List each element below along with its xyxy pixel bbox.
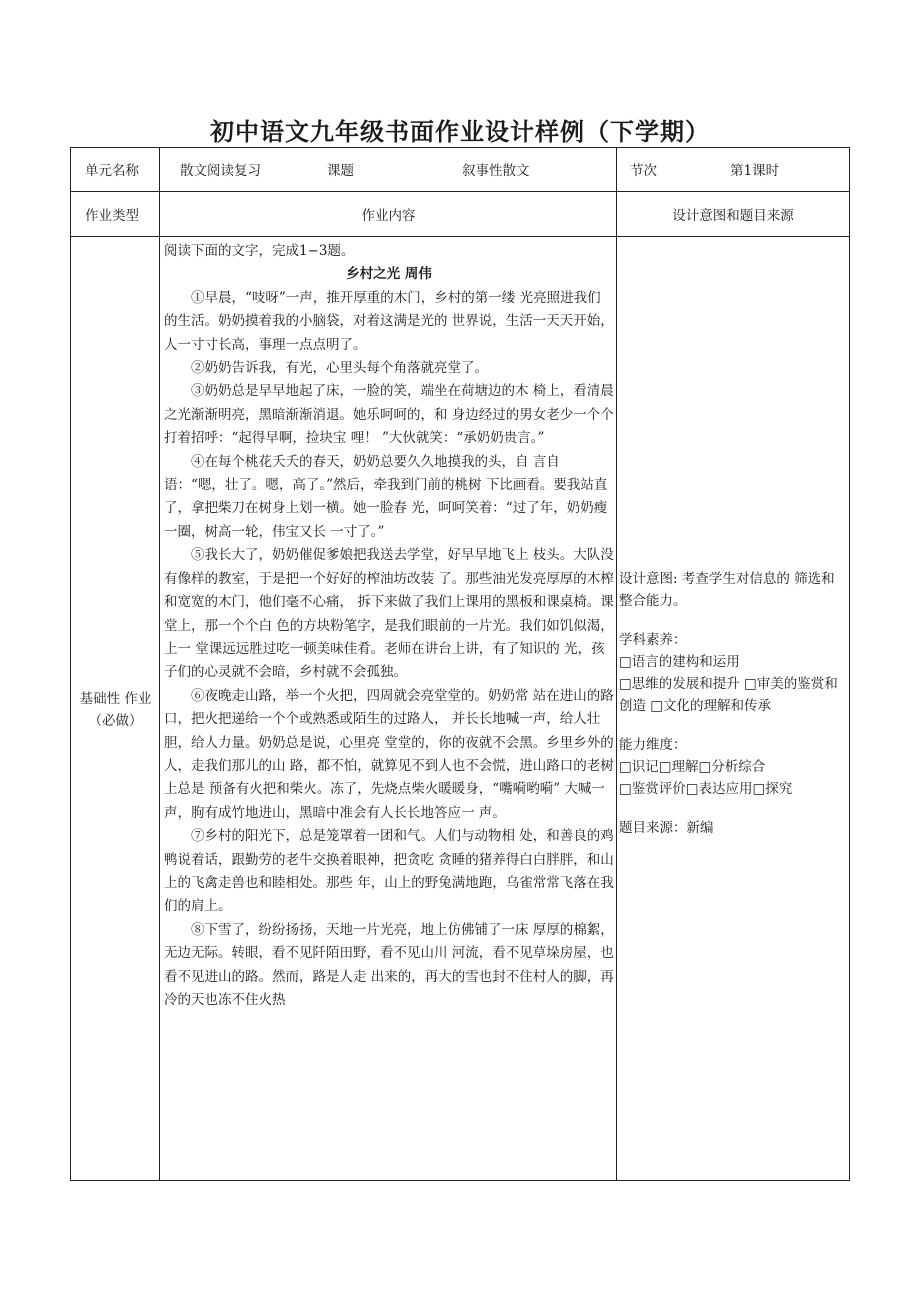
section-value: 第1课时: [730, 163, 780, 179]
page-title: 初中语文九年级书面作业设计样例（下学期）: [210, 118, 710, 146]
ability-item: □识记□理解□分析综合: [619, 759, 766, 775]
article-title: 乡村之光 周伟: [346, 266, 432, 283]
column-header-intent: 设计意图和题目来源: [672, 208, 794, 224]
spacer: [619, 717, 847, 734]
intent-purpose: 设计意图: 考查学生对信息的 筛选和整合能力。: [619, 571, 835, 609]
paragraph: ②奶奶告诉我，有光，心里头每个角落就亮堂了。: [191, 360, 488, 377]
section-label: 节次: [630, 163, 657, 179]
question-source: 题目来源：新编: [619, 820, 714, 836]
paragraph: ⑦乡村的阳光下，总是笼罩着一团和气。人们与动物相 处，和善良的鸡鸭说着话，跟勤劳的老牛交换着眼神，把贪吃 贪睡的猪养得白白胖胖，和山上的飞禽走兽也和睦相处。那些 年，山上的野兔满地跑，乌雀常常飞落在我们的肩上。: [164, 828, 614, 915]
ability-item: □鉴赏评价□表达应用□探究: [619, 781, 793, 797]
lesson-value: 叙事性散文: [462, 163, 530, 179]
table-border-top: [70, 147, 850, 148]
lesson-label: 课题: [327, 163, 354, 179]
spacer: [619, 800, 847, 817]
paragraph: ⑥夜晚走山路，举一个火把，四周就会亮堂堂的。奶奶常 站在进山的路口，把火把递给一个个或熟悉或陌生的过路人， 并长长地喊一声，给人壮胆，给人力量。奶奶总是说，心里亮 堂堂的，你的夜就不会黑。乡里乡外的人，走我们那儿的山 路，都不怕，就算见不到人也不会慌，进山路口的老树上总是 预备有火把和柴火。冻了，先烧点柴火暖暖身，“嘴嗬哟嗬” 大喊一声，朐有成竹地进山，黑暗中准会有人长长地答应一 声。: [164, 687, 614, 821]
paragraph: ④在每个桃花夭夭的春天，奶奶总要久久地摸我的头，自 言自语：“嗯，壮了。嗯，高了。”然后，牵我到门前的桃树 下比画看。要我站直了，拿把柴刀在树身上划一横。她一脸春 光，呵呵笑着：“过了年，奶奶瘦一圈，树高一轮，伟宝又长 一寸了。”: [164, 453, 608, 540]
homework-type-cell: [71, 688, 160, 732]
column-header-content: 作业内容: [361, 208, 416, 224]
column-divider: [159, 147, 160, 1181]
reading-passage: [164, 240, 614, 1012]
paragraph: ⑧下雪了，纷纷扬扬，天地一片光亮，地上仿佛铺了一床 厚厚的棉絮，无边无际。转眼，看不见阡陌田野，看不见山川 河流，看不见草垛房屋，也看不见进山的路。然而，路是人走 出来的，再大的雪也封不住村人的脚，再冷的天也冻不住火热: [164, 921, 614, 1008]
design-intent: [619, 568, 847, 839]
row-divider: [70, 191, 850, 192]
literacy-label: 学科素养：: [619, 632, 687, 648]
unit-label: 单元名称: [85, 163, 139, 179]
ability-label: 能力维度：: [619, 737, 687, 753]
literacy-item: □思维的发展和提升 □审美的鉴赏和创造 □文化的理解和传承: [619, 676, 838, 714]
homework-required-note: （必做）: [88, 713, 143, 729]
unit-value: 散文阅读复习: [180, 163, 261, 179]
paragraph: ⑤我长大了，奶奶催促爹娘把我送去学堂，好早早地飞上 枝头。大队没有像样的教室，于是把一个好好的榨油坊改装 了。那些油光发亮厚厚的木榨和宽宽的木门，他们毫不心痛， 拆下来做了我们上课用的黑板和课桌椅。课堂上，那一个个白 色的方块粉笔字，是我们眼前的一片光。我们如饥似渴，上一 堂课远远胜过吃一顿美味佳肴。老师在讲台上讲，有了知识的 光，孩子们的心灵就不会暗，乡村就不会孤独。: [164, 547, 614, 681]
paragraph: ③奶奶总是早早地起了床，一脸的笑，端坐在荷塘边的木 椅上，看清晨之光渐渐明亮，黑暗渐渐消退。她乐呵呵的，和 身边经过的男女老少一个个打着招呼：“起得早啊，捡块宝 哩！ ”大伙就笑：“承奶奶贵言。”: [164, 383, 614, 447]
spacer: [619, 612, 847, 629]
homework-type: 基础性 作业: [79, 691, 152, 707]
column-divider: [616, 147, 617, 1181]
table-border-left: [70, 147, 71, 1181]
table-border-bottom: [70, 1180, 850, 1181]
instruction: 阅读下面的文字，完成1−3题。: [164, 243, 355, 259]
paragraph: ①早晨，“吱呀”一声，推开厚重的木门，乡村的第一缕 光亮照进我们的生活。奶奶摸着我的小脑袋，对着这满是光的 世界说，生活一天天开始，人一寸寸长高，事理一点点明了。: [164, 289, 614, 353]
row-divider: [70, 236, 850, 237]
literacy-item: □语言的建构和运用: [619, 654, 740, 670]
column-header-type: 作业类型: [85, 208, 139, 224]
table-border-right: [849, 147, 850, 1181]
